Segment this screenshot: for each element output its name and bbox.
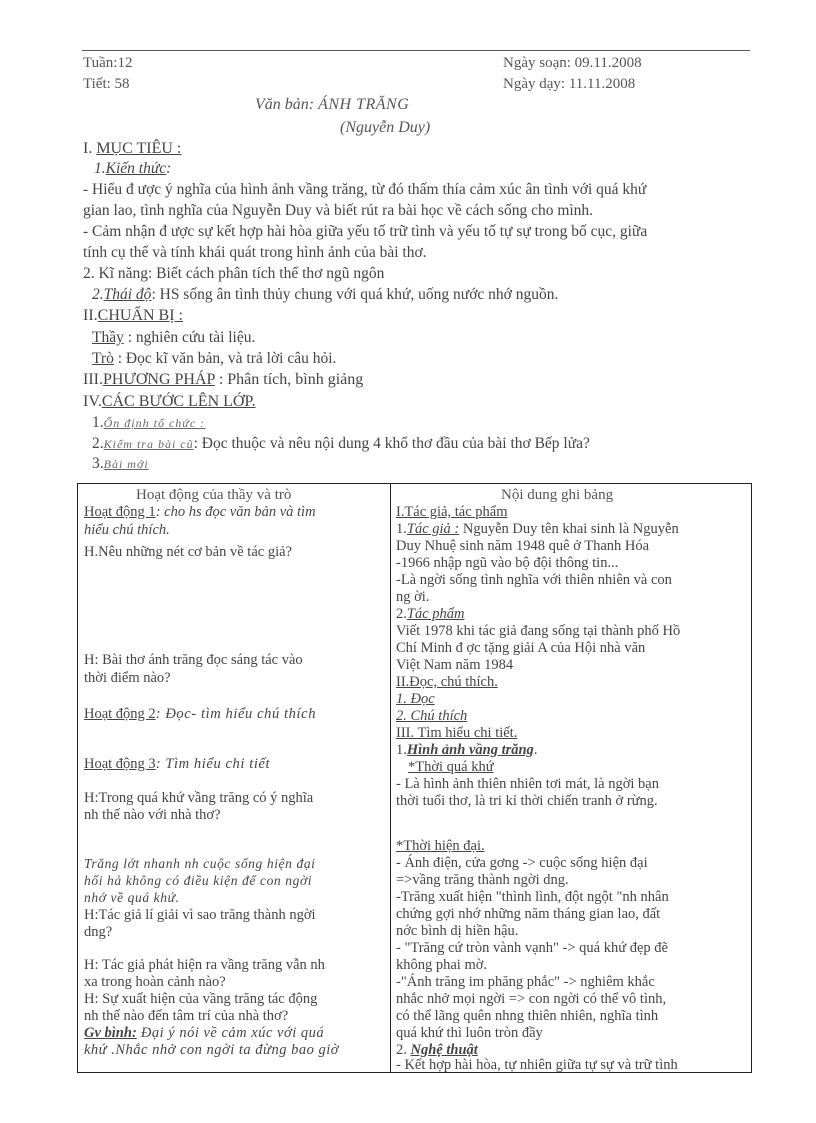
skill-line: 2. Kĩ năng: Biết cách phân tích thể thơ ngũ ngôn: [83, 265, 385, 282]
attitude-text: : HS sống ân tình thủy chung với quá khứ, uống nước nhớ nguồn.: [151, 286, 559, 303]
hd1-line-2: hiểu chú thích.: [84, 522, 170, 538]
knowledge-num: 1.: [94, 160, 106, 177]
title-prefix: Văn bản:: [255, 96, 319, 113]
right-line-29: có thể lãng quên nhng thiên nhiên, nghĩa tình: [396, 1008, 659, 1024]
right-line-5: -Là ngời sống tình nghĩa với thiên nhiên và con: [396, 572, 672, 588]
preparation-title: CHUẨN BỊ :: [97, 307, 183, 324]
attitude-line: [92, 286, 558, 304]
step-3-num: 3.: [92, 455, 104, 472]
right-line-8: Viết 1978 khi tác giả đang sống tại thành phố Hồ: [396, 623, 681, 639]
step-3: [92, 455, 149, 473]
knowledge-line-4: tính cụ thể và tính khái quát trong hình ảnh của bài thơ.: [83, 244, 427, 261]
right-line-15: [396, 742, 537, 758]
question-3-line-2: nh thế nào với nhà thơ?: [84, 807, 221, 823]
hd1-text: : cho hs đọc văn bản và tìm: [155, 504, 316, 520]
top-rule: [82, 50, 750, 51]
right-line-13: 2. Chú thích: [396, 708, 468, 724]
teacher-text: : nghiên cứu tài liệu.: [123, 329, 256, 346]
right-line-24: nớc bình dị hiền hậu.: [396, 923, 519, 939]
objectives-title: MỤC TIÊU :: [96, 140, 182, 157]
right-line-25: - "Trăng cứ tròn vành vạnh" -> quá khứ đẹp đẽ: [396, 940, 668, 956]
steps-num: IV.: [83, 393, 102, 410]
right-line-11: II.Đọc, chú thích.: [396, 674, 498, 690]
question-1: H.Nêu những nét cơ bản về tác giả?: [84, 544, 292, 560]
right-line-19: *Thời hiện đại.: [396, 838, 485, 854]
step-2-num: 2.: [92, 435, 104, 452]
hd3-text: : Tìm hiểu chi tiết: [155, 756, 271, 772]
steps-heading: [83, 393, 256, 411]
step-2: [92, 435, 590, 453]
objectives-num: I.: [83, 140, 97, 157]
right-line-27: -"Ánh trăng im phăng phắc" -> nghiêm khắc: [396, 974, 655, 990]
right-line-14: III. Tìm hiểu chi tiết.: [396, 725, 518, 741]
right-line-7: [396, 606, 464, 622]
question-4-line-2: dng?: [84, 924, 113, 940]
author: (Nguyễn Duy): [340, 119, 431, 136]
hd3-line: [84, 756, 270, 772]
right-line-22: -Trăng xuất hiện "thình lình, đột ngột "nh nhân: [396, 889, 669, 905]
step-2-text: : Đọc thuộc và nêu nội dung 4 khổ thơ đầu của bài thơ Bếp lửa?: [193, 435, 590, 452]
right-line-16: *Thời quá khứ: [408, 759, 494, 775]
table-divider: [390, 484, 391, 1072]
right-line-18: thời tuổi thơ, là tri kỉ thời chiến tranh ở rừng.: [396, 793, 658, 809]
step-3-label: Bài mới: [103, 457, 149, 471]
gv-line-2: khứ .Nhắc nhở con ngời ta đừng bao giờ: [84, 1042, 339, 1058]
student-text: : Đọc kĩ văn bản, và trả lời câu hỏi.: [113, 350, 337, 367]
knowledge-label: 1.Kiến thức:: [94, 160, 172, 177]
r15-label: Hình ảnh vầng trăng: [406, 742, 534, 758]
question-5-line-1: H: Tác giả phát hiện ra vầng trăng vẫn nh: [84, 957, 325, 973]
lesson-title: [255, 96, 409, 114]
gv-line-1: [84, 1025, 324, 1041]
right-line-9: Chí Minh đ ợc tặng giải A của Hội nhà văn: [396, 640, 646, 656]
r31-num: 2.: [396, 1042, 411, 1058]
period: Tiết: 58: [83, 76, 130, 92]
knowledge-line-1: - Hiểu đ ược ý nghĩa của hình ảnh vầng trăng, từ đó thấm thía cảm xúc ân tình với quá khứ: [83, 181, 647, 198]
col-right-header: Nội dung ghi bảng: [501, 487, 614, 503]
right-line-2: [396, 521, 679, 537]
gv-text-1: Đại ý nói về cảm xúc với quá: [136, 1025, 325, 1041]
attitude-num: 2.: [92, 286, 104, 303]
right-line-10: Việt Nam năm 1984: [396, 657, 514, 673]
r7-num: 2.: [396, 606, 407, 622]
week: Tuần:12: [83, 55, 133, 71]
r31-label: Nghệ thuật: [410, 1042, 478, 1058]
preparation-heading: [83, 307, 183, 325]
right-line-1: I.Tác giả, tác phẩm: [396, 504, 508, 520]
right-line-20: - Ánh điện, cửa gơng -> cuộc sống hiện đại: [396, 855, 648, 871]
col-left-header: Hoạt động của thầy và trò: [136, 487, 292, 503]
question-5-line-2: xa trong hoàn cảnh nào?: [84, 974, 226, 990]
method-title: PHƯƠNG PHÁP: [102, 371, 215, 388]
prep-date: Ngày soạn: 09.11.2008: [503, 55, 642, 71]
right-line-3: Duy Nhuệ sinh năm 1948 quê ở Thanh Hóa: [396, 538, 650, 554]
question-2-line-1: H: Bài thơ ánh trăng đọc sáng tác vào: [84, 652, 303, 668]
r2-label: Tác giả :: [406, 521, 460, 537]
method-text: : Phân tích, bình giảng: [214, 371, 364, 388]
question-3-line-1: H:Trong quá khứ vầng trăng có ý nghĩa: [84, 790, 314, 806]
right-line-12: 1. Đọc: [396, 691, 435, 707]
right-line-31: [396, 1042, 478, 1058]
method-num: III.: [83, 371, 103, 388]
right-line-23: chứng gợi nhớ những năm tháng gian lao, đất: [396, 906, 661, 922]
teach-date: Ngày dạy: 11.11.2008: [503, 76, 636, 92]
r2-num: 1.: [396, 521, 407, 537]
step-1-label: Ổn định tổ chức :: [103, 416, 206, 430]
knowledge-line-2: gian lao, tình nghĩa của Nguyễn Duy và biết rút ra bài học về cách sống cho mình.: [83, 202, 594, 219]
note-line-1: Trăng lớt nhanh nh cuộc sống hiện đại: [84, 856, 316, 871]
note-line-2: hối hả không có điều kiện để con ngời: [84, 873, 313, 888]
step-1: [92, 414, 205, 432]
r15-num: 1.: [396, 742, 407, 758]
student-line: [92, 350, 336, 368]
teacher-label: Thầy: [92, 329, 124, 346]
step-2-label: Kiểm tra bài cũ: [103, 437, 194, 451]
lesson-table: [77, 483, 752, 1073]
right-line-17: - Là hình ảnh thiên nhiên tơi mát, là ngời bạn: [396, 776, 659, 792]
hd1-line-1: [84, 504, 316, 520]
right-line-6: ng ời.: [396, 589, 430, 605]
hd2-line: [84, 706, 316, 722]
r15-tail: .: [533, 742, 538, 758]
question-4-line-1: H:Tác giả lí giải vì sao trăng thành ngời: [84, 907, 316, 923]
question-6-line-1: H: Sự xuất hiện của vầng trăng tác động: [84, 991, 318, 1007]
attitude-label: Thái độ: [103, 286, 152, 303]
poem-title: ÁNH TRĂNG: [318, 96, 410, 113]
steps-title: CÁC BƯỚC LÊN LỚP.: [101, 393, 256, 410]
gv-label: Gv bình:: [84, 1025, 137, 1041]
knowledge-line-3: - Cảm nhận đ ược sự kết hợp hài hòa giữa yếu tố trữ tình và yếu tố tự sự trong bố cục, giữa: [83, 223, 648, 240]
preparation-num: II.: [83, 307, 98, 324]
knowledge-title: Kiến thức: [105, 160, 167, 177]
student-label: Trò: [92, 350, 114, 367]
question-2-line-2: thời điểm nào?: [84, 670, 171, 686]
question-6-line-2: nh thế nào đến tâm trí của nhà thơ?: [84, 1008, 289, 1024]
r7-label: Tác phẩm: [406, 606, 465, 622]
objectives-heading: [83, 140, 181, 158]
teacher-line: [92, 329, 255, 347]
right-line-26: không phai mờ.: [396, 957, 488, 973]
right-line-28: nhắc nhở mọi ngời => con ngời có thể vô tình,: [396, 991, 667, 1007]
r2-text: Nguyễn Duy tên khai sinh là Nguyễn: [459, 521, 679, 537]
step-1-num: 1.: [92, 414, 104, 431]
hd2-label: Hoạt động 2: [84, 706, 156, 722]
right-line-4: -1966 nhập ngũ vào bộ đội thông tin...: [396, 555, 619, 571]
right-line-30: quá khứ thì luôn tròn đầy: [396, 1025, 543, 1041]
hd3-label: Hoạt động 3: [84, 756, 156, 772]
right-line-32: - Kết hợp hài hòa, tự nhiên giữa tự sự và trữ tình: [396, 1057, 678, 1073]
hd2-text: : Đọc- tìm hiểu chú thích: [155, 706, 317, 722]
method-heading: [83, 371, 363, 389]
hd1-label: Hoạt động 1: [84, 504, 156, 520]
right-line-21: =>vầng trăng thành ngời dng.: [396, 872, 569, 888]
note-line-3: nhớ về quá khứ.: [84, 890, 180, 905]
